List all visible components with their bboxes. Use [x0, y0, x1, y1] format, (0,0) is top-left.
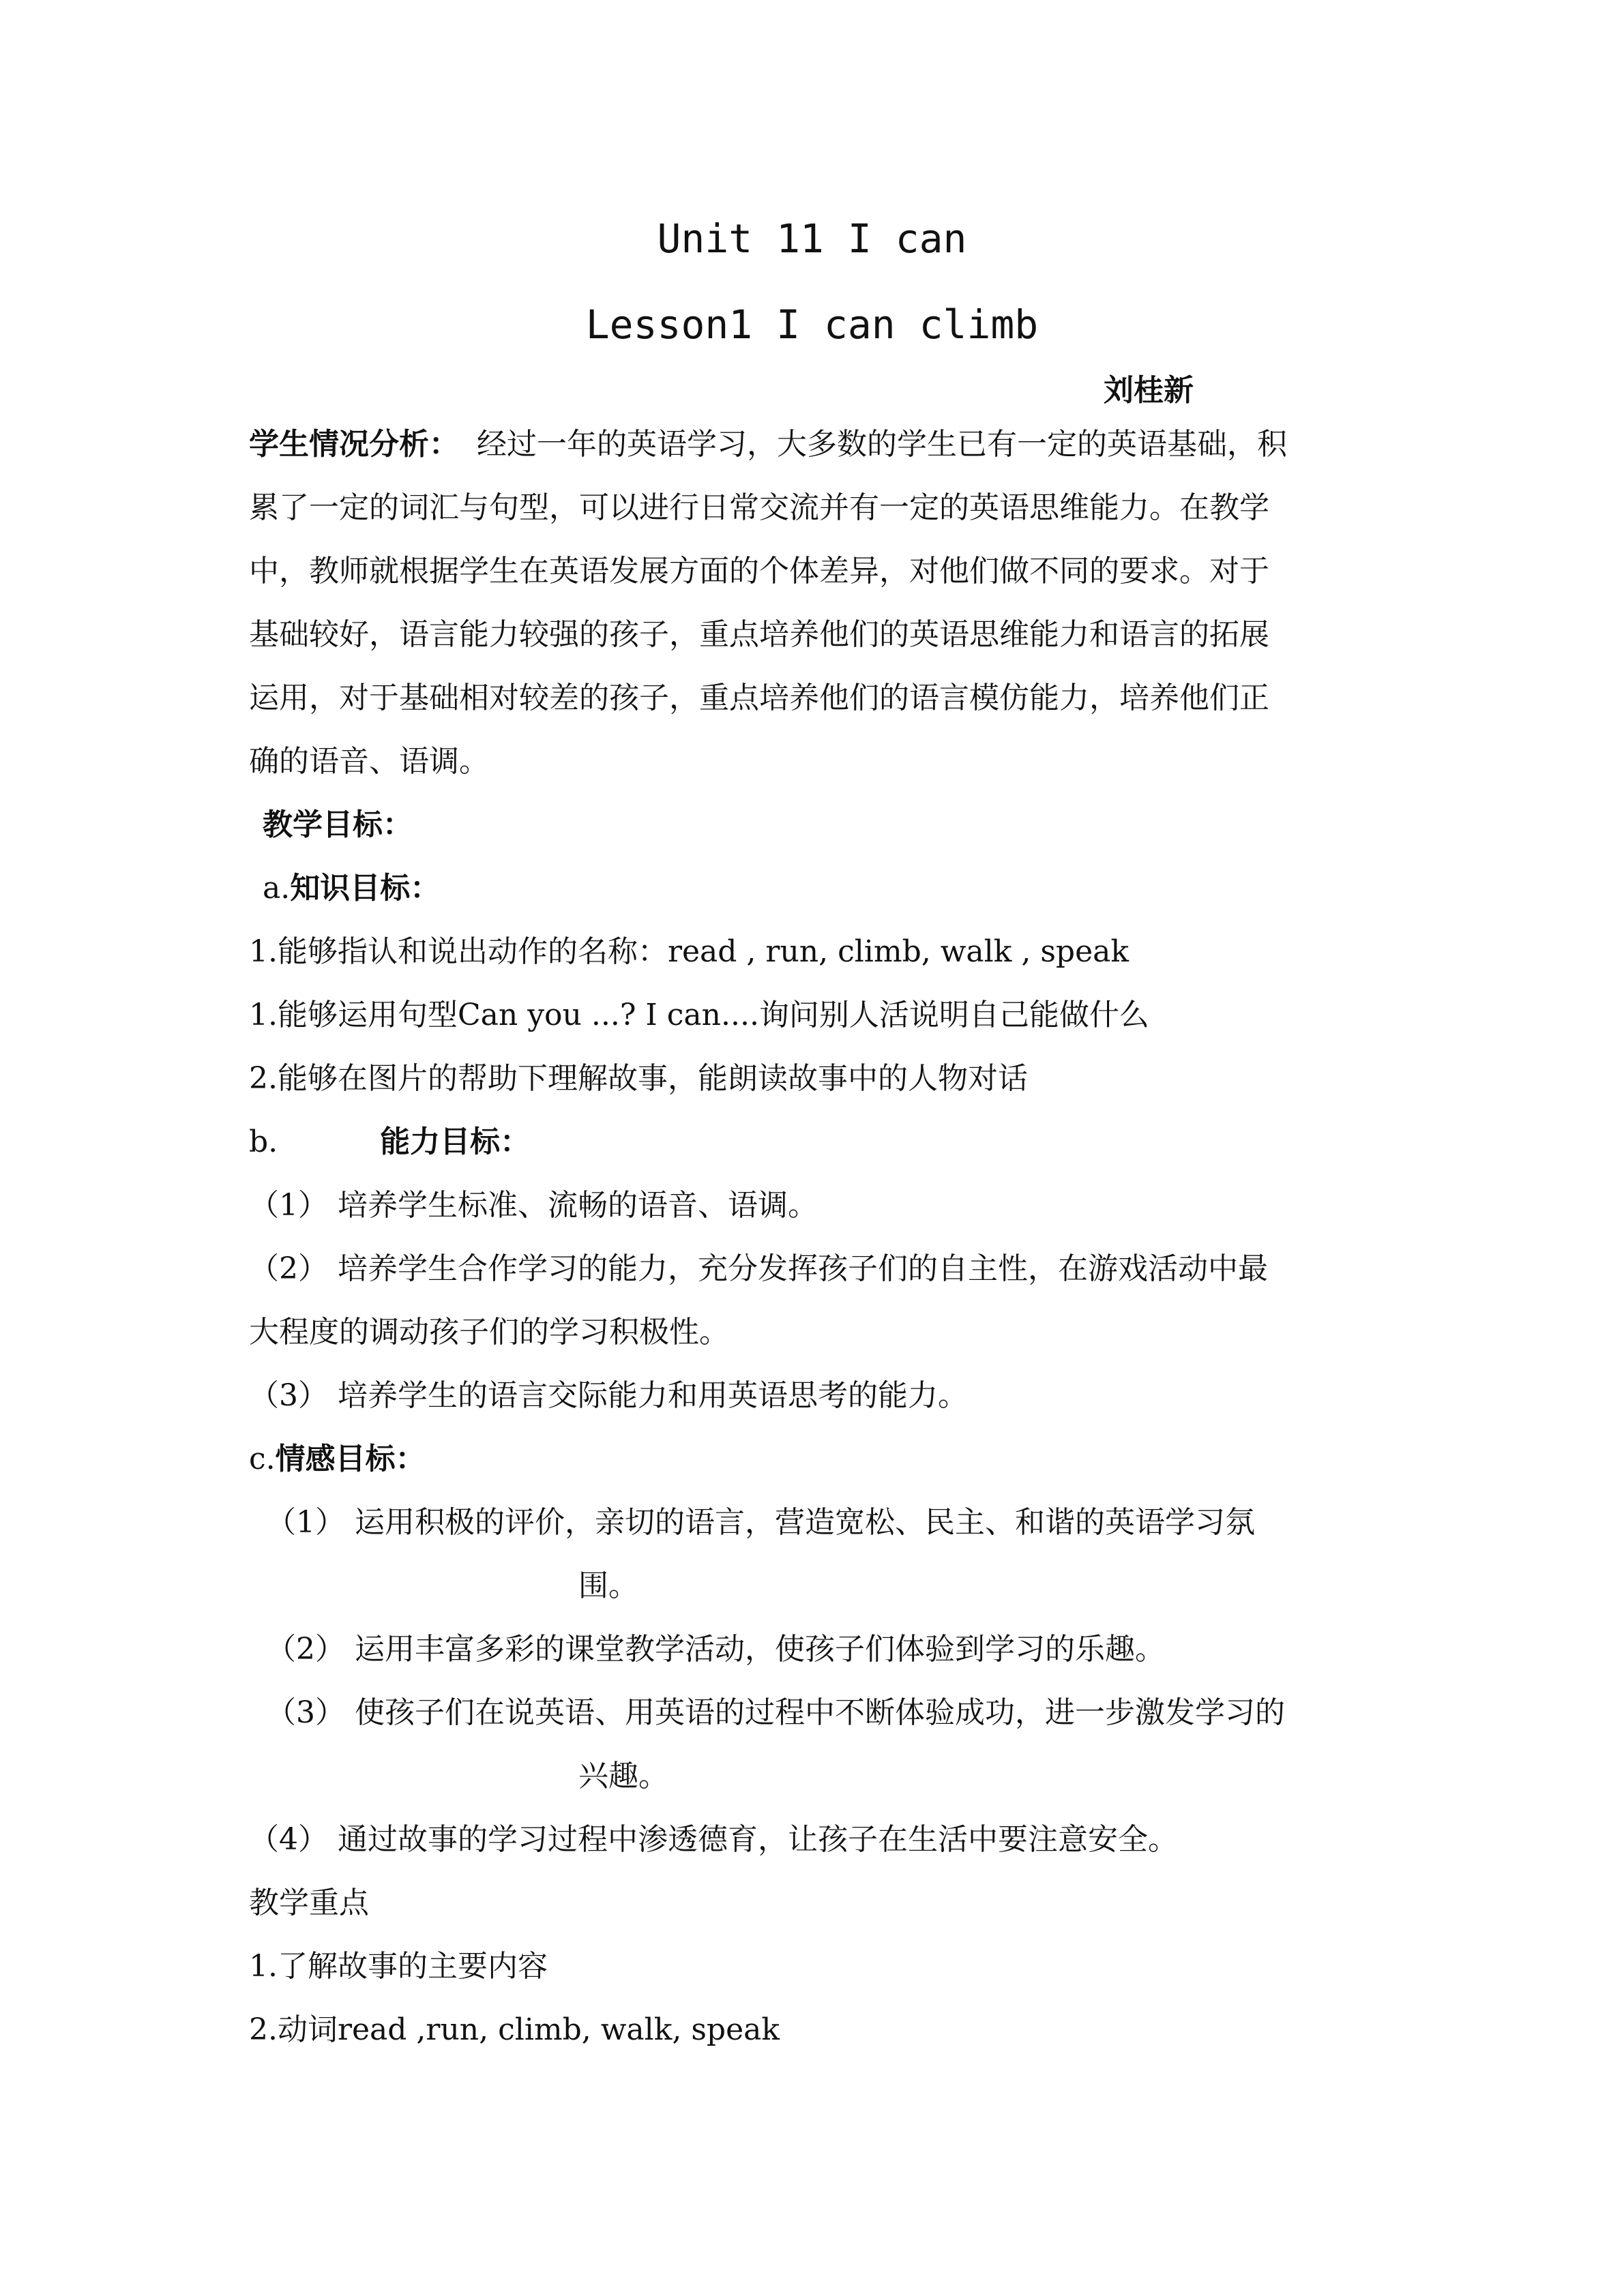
key-point-item: 2.动词read ,run, climb, walk, speak [249, 2012, 780, 2047]
ability-item: （2） 培养学生合作学习的能力，充分发挥孩子们的自主性，在游戏活动中最 [249, 1251, 1268, 1286]
ability-marker: b. [249, 1124, 278, 1159]
knowledge-heading [263, 868, 1408, 909]
ability-label: 能力目标： [380, 1124, 531, 1159]
emotion-item: 围。 [578, 1568, 638, 1603]
document-title: Unit 11 I can [657, 215, 967, 262]
ability-item: （3） 培养学生的语言交际能力和用英语思考的能力。 [249, 1378, 968, 1413]
analysis-line: 中，教师就根据学生在英语发展方面的个体差异，对他们做不同的要求。对于 [249, 554, 1269, 588]
ability-item: （1） 培养学生标准、流畅的语音、语调。 [249, 1188, 818, 1223]
emotion-item: （3） 使孩子们在说英语、用英语的过程中不断体验成功，进一步激发学习的 [266, 1695, 1285, 1730]
knowledge-label: 知识目标： [290, 871, 441, 906]
emotion-item: 兴趣。 [578, 1759, 668, 1793]
knowledge-item: 2.能够在图片的帮助下理解故事，能朗读故事中的人物对话 [249, 1061, 1028, 1096]
analysis-line: 累了一定的词汇与句型，可以进行日常交流并有一定的英语思维能力。在教学 [249, 490, 1269, 525]
emotion-item: （4） 通过故事的学习过程中渗透德育，让孩子在生活中要注意安全。 [249, 1822, 1178, 1857]
knowledge-item: 1.能够指认和说出动作的名称：read , run, climb, walk , speak [249, 934, 1130, 969]
analysis-line: 确的语音、语调。 [249, 744, 489, 779]
knowledge-item: 1.能够运用句型Can you ...? I can....询问别人活说明自己能做什么 [249, 998, 1149, 1032]
analysis-text: 经过一年的英语学习，大多数的学生已有一定的英语基础，积 [477, 427, 1287, 462]
emotion-item: （2） 运用丰富多彩的课堂教学活动，使孩子们体验到学习的乐趣。 [266, 1632, 1165, 1667]
emotion-label: 情感目标： [275, 1442, 426, 1476]
emotion-heading [249, 1439, 1395, 1480]
analysis-label: 学生情况分析： [249, 427, 459, 462]
key-points-heading: 教学重点 [249, 1885, 369, 1920]
document-subtitle: Lesson1 I can climb [585, 301, 1039, 348]
key-point-item: 1.了解故事的主要内容 [249, 1949, 548, 1984]
analysis-line: 运用，对于基础相对较差的孩子，重点培养他们的语言模仿能力，培养他们正 [249, 681, 1269, 715]
analysis-line: 基础较好，语言能力较强的孩子，重点培养他们的英语思维能力和语言的拓展 [249, 617, 1269, 652]
author-name: 刘桂新 [1104, 373, 1194, 408]
emotion-marker: c. [249, 1442, 276, 1476]
analysis-line [249, 424, 1395, 465]
ability-item: 大程度的调动孩子们的学习积极性。 [249, 1315, 729, 1350]
knowledge-marker: a. [263, 871, 291, 906]
objectives-heading: 教学目标： [263, 807, 413, 842]
emotion-item: （1） 运用积极的评价，亲切的语言，营造宽松、民主、和谐的英语学习氛 [266, 1505, 1255, 1540]
ability-heading [249, 1122, 1395, 1163]
